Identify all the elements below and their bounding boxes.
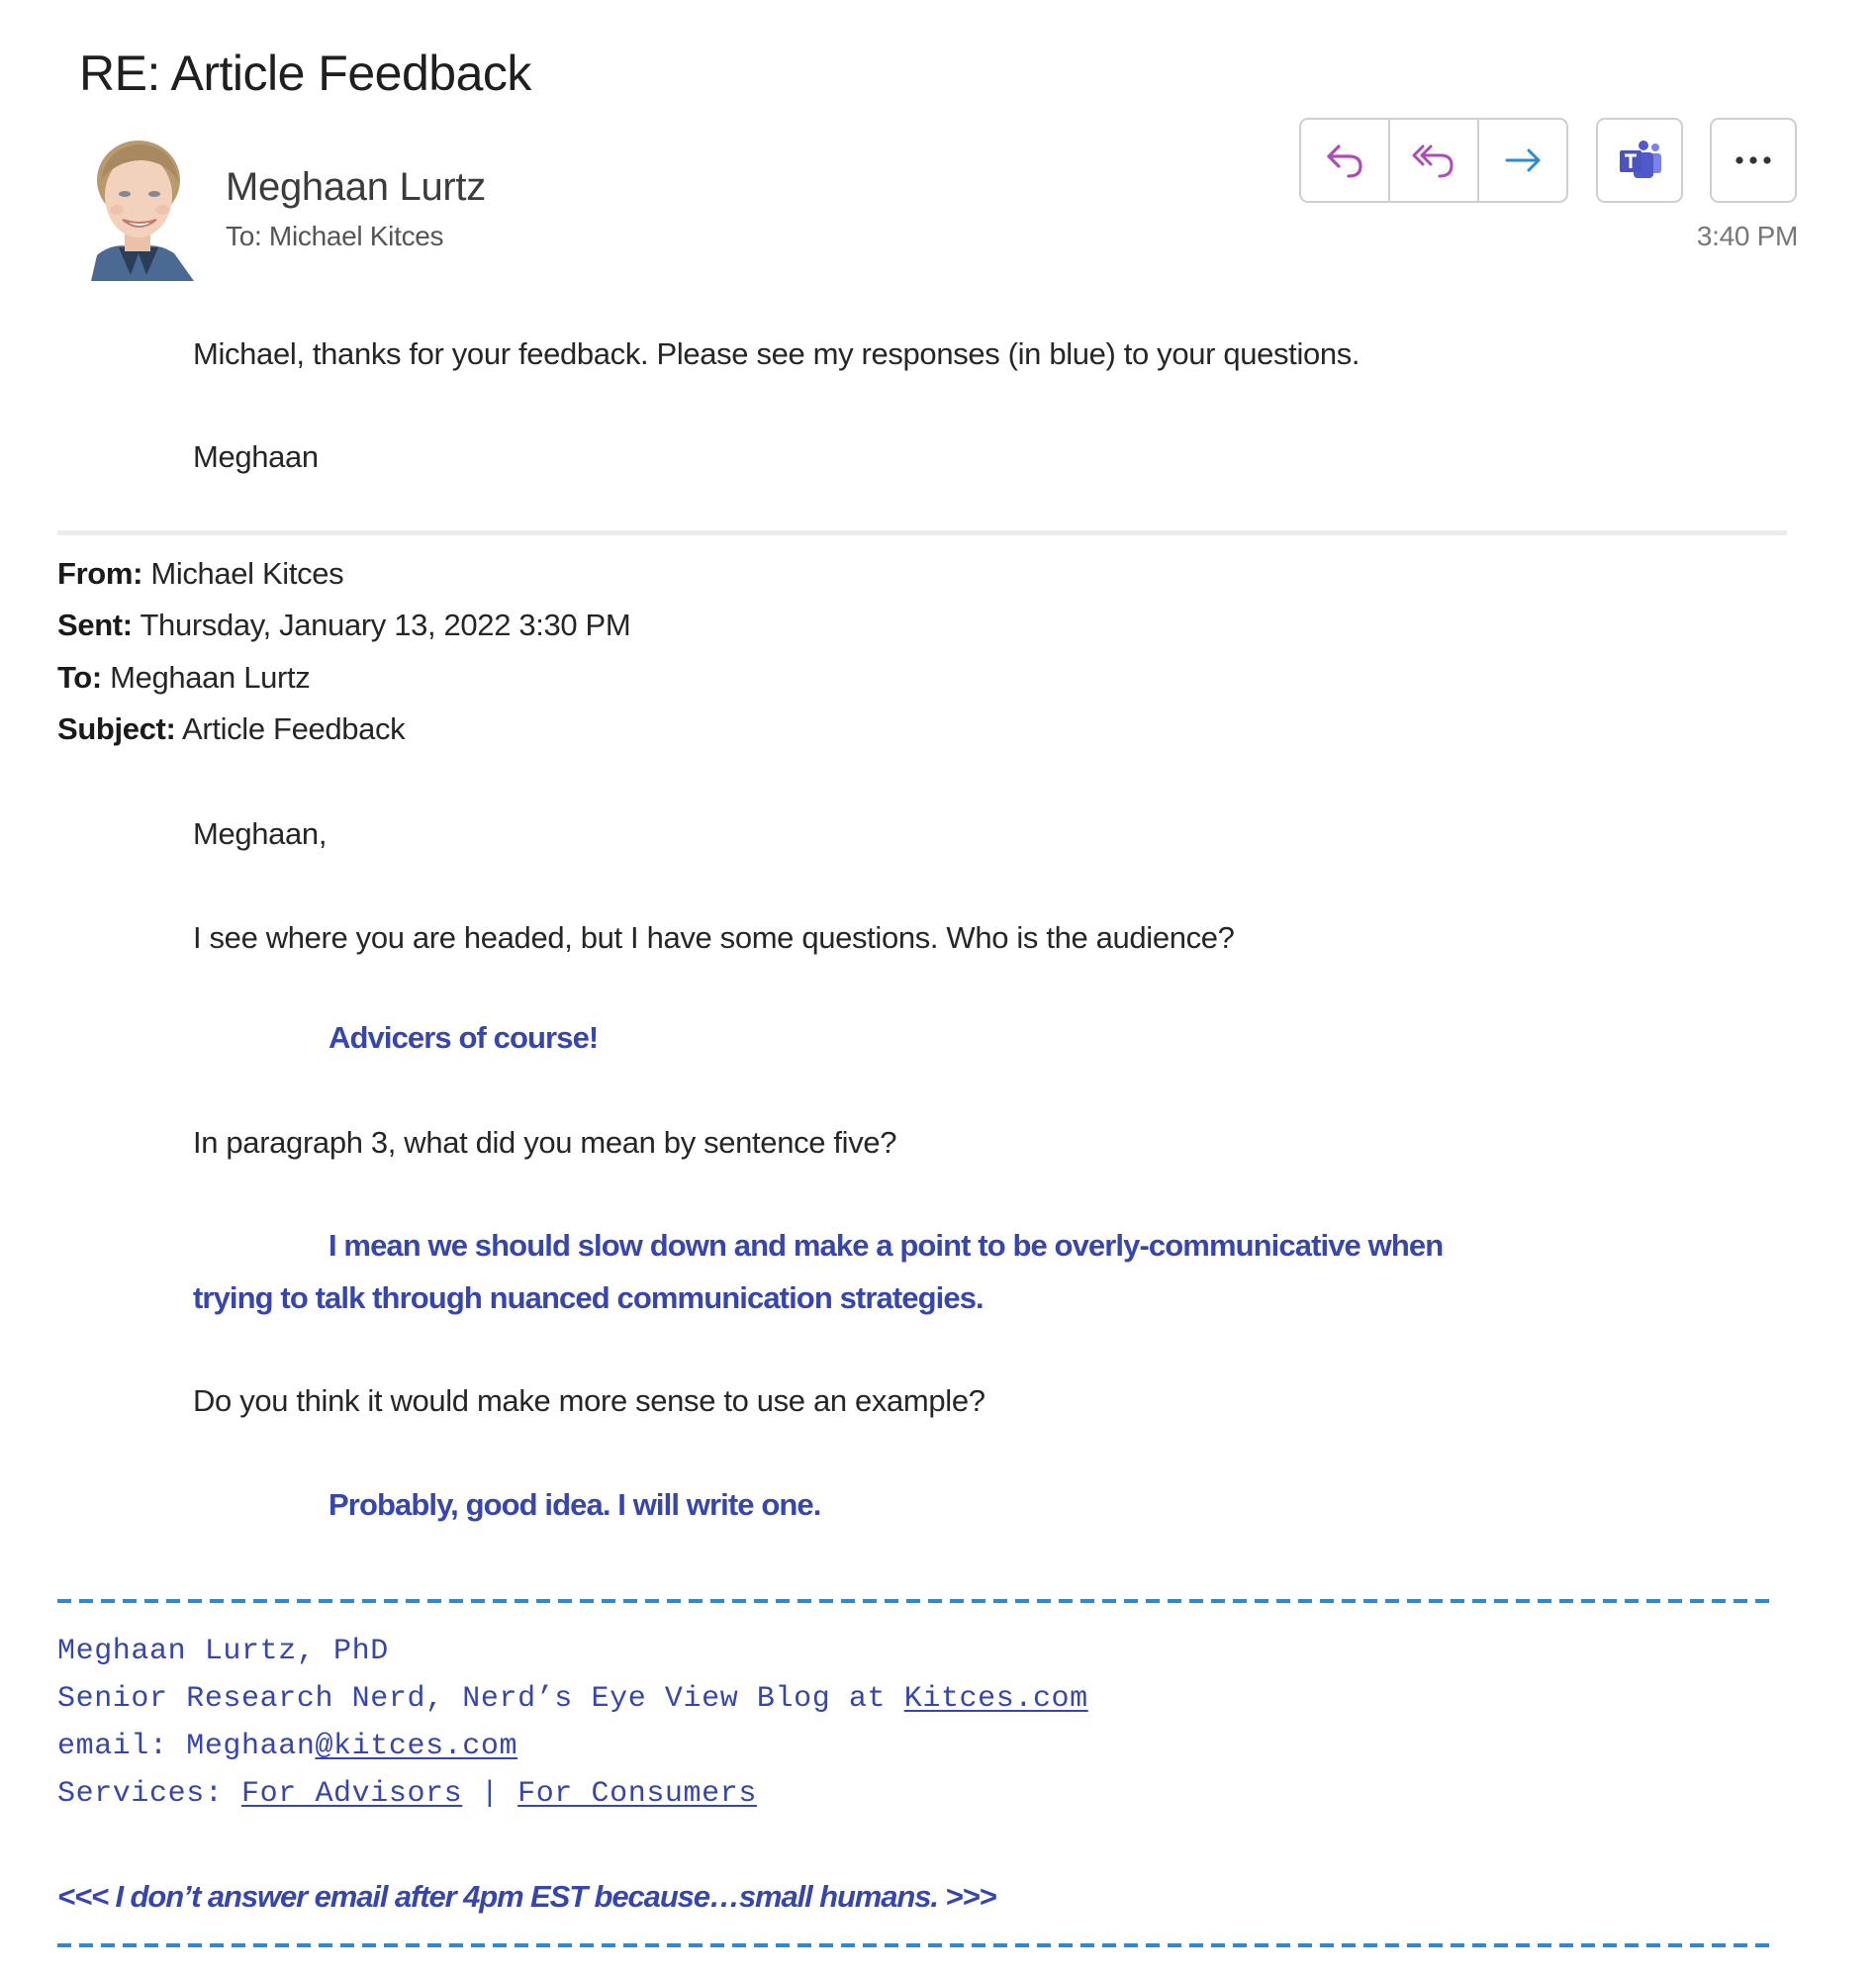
more-options-button[interactable] — [1710, 118, 1797, 203]
subject-label: Subject: — [57, 711, 176, 746]
teams-button[interactable] — [1596, 118, 1683, 203]
teams-icon — [1616, 139, 1663, 182]
forward-button[interactable] — [1479, 120, 1566, 201]
quoted-divider — [57, 530, 1787, 535]
services-label: Services: — [57, 1777, 242, 1811]
subject-value: Article Feedback — [175, 711, 406, 746]
for-consumers-link[interactable]: For Consumers — [517, 1777, 757, 1811]
recipient-line: To: Michael Kitces — [226, 221, 444, 251]
to-label: To: — [57, 660, 102, 695]
reply-body-line: Michael, thanks for your feedback. Please see my responses (in blue) to your questions. — [193, 336, 1360, 371]
avatar-photo-icon — [83, 137, 194, 281]
quoted-to-line — [57, 658, 310, 698]
signature-email-prefix: email: Meghaan — [57, 1730, 316, 1763]
quoted-from-line — [57, 554, 343, 594]
kitces-link[interactable]: Kitces.com — [903, 1682, 1088, 1716]
quoted-subject-line — [57, 709, 405, 749]
response-2-line-1: I mean we should slow down and make a point to be overly-communicative when — [328, 1228, 1444, 1263]
email-subject-title: RE: Article Feedback — [79, 46, 531, 101]
response-3: Probably, good idea. I will write one. — [328, 1487, 821, 1522]
sender-name[interactable]: Meghaan Lurtz — [226, 165, 486, 209]
email-link[interactable]: @kitces.com — [315, 1730, 518, 1763]
signature-email-line — [57, 1727, 517, 1766]
signature-quote: <<< I don’t answer email after 4pm EST because…small humans. >>> — [57, 1879, 996, 1914]
from-value: Michael Kitces — [142, 556, 344, 591]
signature-title: Senior Research Nerd, Nerd’s Eye View Blog at — [57, 1682, 904, 1716]
signature-bottom-dashed-line — [57, 1943, 1769, 1947]
sent-value: Thursday, January 13, 2022 3:30 PM — [132, 608, 631, 642]
signature-services-line — [57, 1774, 757, 1814]
reply-signoff: Meghaan — [193, 439, 319, 474]
quoted-sent-line — [57, 606, 630, 645]
response-2-line-2: trying to talk through nuanced communication strategies. — [193, 1280, 984, 1315]
reply-icon — [1323, 139, 1366, 182]
reply-actions-group — [1299, 118, 1568, 203]
sent-label: Sent: — [57, 608, 133, 642]
reply-all-button[interactable] — [1390, 120, 1479, 201]
question-3: Do you think it would make more sense to use an example? — [193, 1383, 985, 1418]
signature-top-dashed-line — [57, 1599, 1769, 1603]
signature-title-line — [57, 1679, 1088, 1719]
signature-name: Meghaan Lurtz, PhD — [57, 1635, 389, 1668]
reply-button[interactable] — [1301, 120, 1390, 201]
response-1: Advicers of course! — [328, 1020, 599, 1055]
reply-all-icon — [1411, 139, 1456, 182]
sender-avatar[interactable] — [83, 137, 194, 281]
for-advisors-link[interactable]: For Advisors — [241, 1777, 463, 1811]
quoted-greeting: Meghaan, — [193, 816, 328, 851]
to-value: Meghaan Lurtz — [101, 660, 311, 695]
received-time: 3:40 PM — [1696, 221, 1798, 251]
forward-icon — [1501, 139, 1545, 182]
services-separator: | — [462, 1777, 518, 1811]
question-1: I see where you are headed, but I have some questions. Who is the audience? — [193, 920, 1235, 955]
from-label: From: — [57, 556, 143, 591]
more-dots-icon — [1732, 154, 1775, 166]
question-2: In paragraph 3, what did you mean by sentence five? — [193, 1125, 897, 1160]
